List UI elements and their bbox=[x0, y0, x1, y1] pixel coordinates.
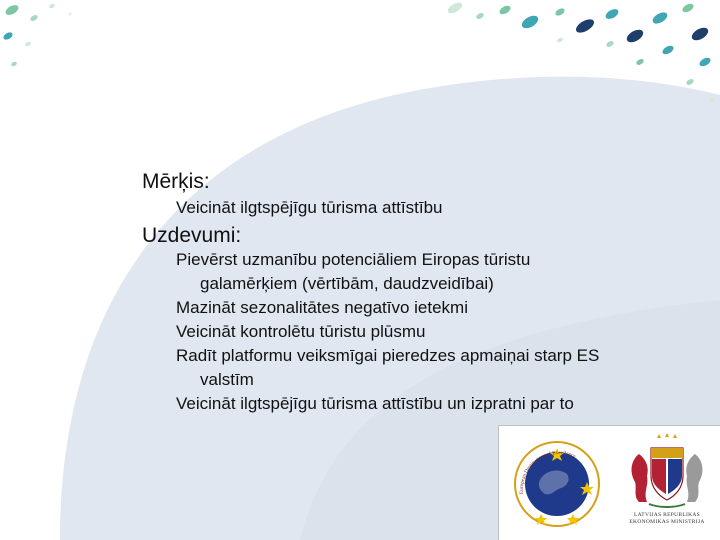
goal-item: Veicināt ilgtspējīgu tūrisma attīstību bbox=[176, 198, 443, 217]
task-item-text: Veicināt ilgtspējīgu tūrisma attīstību un izpratni par to bbox=[176, 394, 574, 413]
tasks-heading: Uzdevumi: bbox=[142, 224, 242, 247]
eden-logo bbox=[509, 434, 605, 534]
dot-pattern-left bbox=[2, 3, 72, 67]
task-item-text: Pievērst uzmanību potenciāliem Eiropas tūristu bbox=[176, 250, 531, 269]
task-item bbox=[176, 248, 530, 296]
task-item-continuation: valstīm bbox=[200, 370, 254, 389]
task-item-continuation: galamērķiem (vērtībām, daudzveidībai) bbox=[200, 274, 494, 293]
logo-box bbox=[498, 425, 720, 540]
goal-heading: Mērķis: bbox=[142, 170, 210, 193]
task-item bbox=[176, 344, 599, 392]
task-item bbox=[176, 392, 574, 416]
coat-of-arms-icon bbox=[619, 432, 715, 510]
ministry-name-line2: EKONOMIKAS MINISTRIJA bbox=[629, 519, 705, 525]
eden-ring-text: European Destinations of Excellence bbox=[518, 450, 577, 495]
task-item bbox=[176, 320, 425, 344]
ministry-name-line1: LATVIJAS REPUBLIKAS bbox=[633, 512, 701, 518]
task-item-text: Radīt platformu veiksmīgai pieredzes apmaiņai starp ES bbox=[176, 346, 600, 365]
ministry-name bbox=[619, 512, 715, 526]
task-item-text: Veicināt kontrolētu tūristu plūsmu bbox=[176, 322, 426, 341]
ministry-logo bbox=[619, 432, 715, 540]
task-item-text: Mazināt sezonalitātes negatīvo ietekmi bbox=[176, 298, 468, 317]
task-item bbox=[176, 296, 468, 320]
